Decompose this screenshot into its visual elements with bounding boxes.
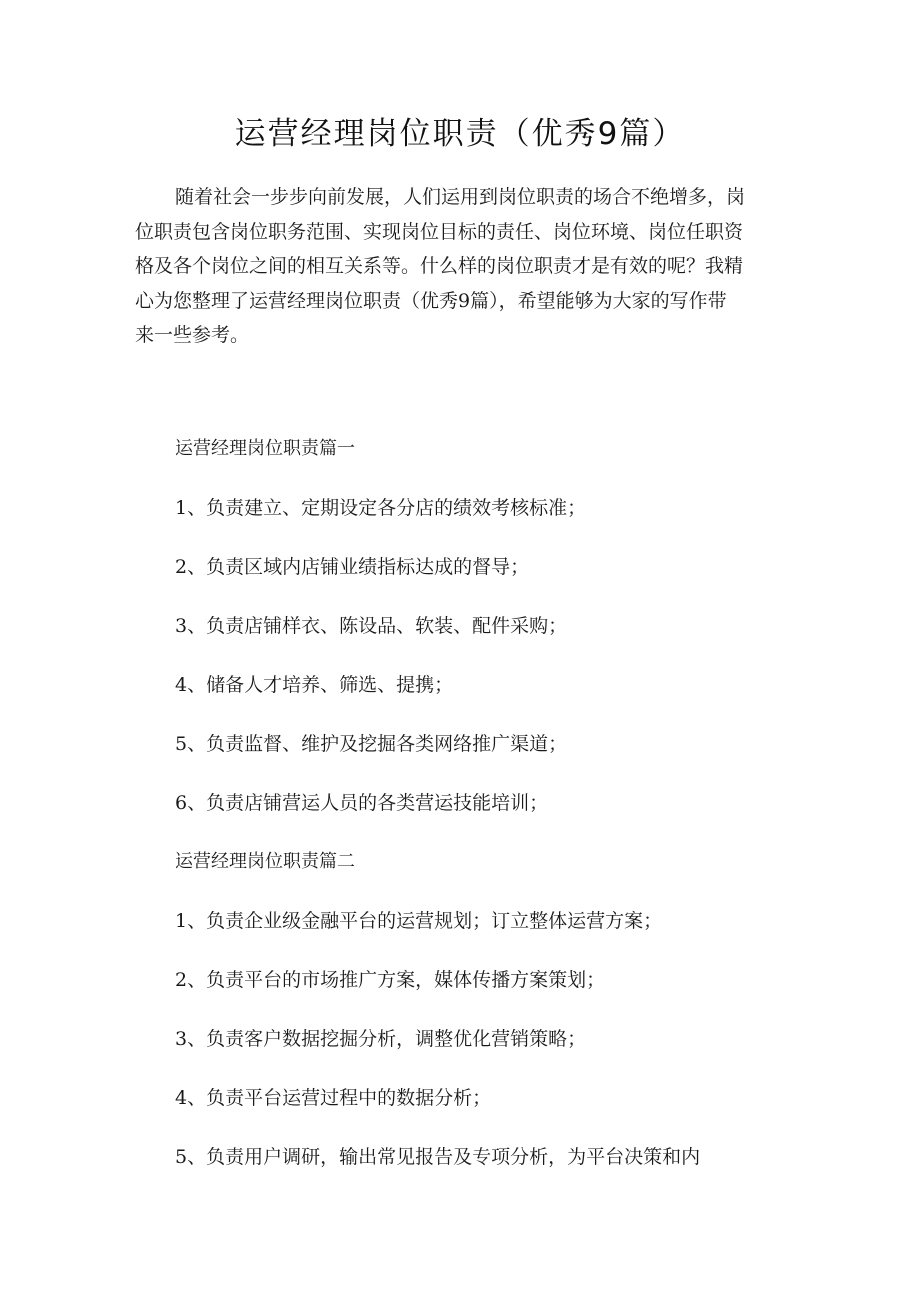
list-item: 5、负责用户调研，输出常见报告及专项分析，为平台决策和内 — [175, 1146, 701, 1168]
list-item: 6、负责店铺营运人员的各类营运技能培训； — [175, 792, 549, 814]
intro-line: 随着社会一步步向前发展，人们运用到岗位职责的场合不绝增多，岗 — [175, 186, 746, 208]
list-item: 4、负责平台运营过程中的数据分析； — [175, 1087, 492, 1109]
intro-line: 来一些参考。 — [135, 324, 250, 346]
list-item: 2、负责平台的市场推广方案，媒体传播方案策划； — [175, 969, 606, 991]
list-item: 1、负责建立、定期设定各分店的绩效考核标准； — [175, 497, 587, 519]
intro-line: 位职责包含岗位职务范围、实现岗位目标的责任、岗位环境、岗位任职资 — [135, 220, 744, 243]
section-heading: 运营经理岗位职责篇二 — [175, 851, 355, 872]
list-item: 5、负责监督、维护及挖掘各类网络推广渠道； — [175, 733, 568, 755]
list-item: 3、负责店铺样衣、陈设品、软装、配件采购； — [175, 615, 568, 637]
document-title: 运营经理岗位职责（优秀9篇） — [234, 116, 686, 152]
intro-paragraph — [135, 180, 775, 353]
list-item: 1、负责企业级金融平台的运营规划；订立整体运营方案； — [175, 910, 663, 932]
list-item: 2、负责区域内店铺业绩指标达成的督导； — [175, 556, 530, 578]
intro-line: 心为您整理了运营经理岗位职责（优秀9篇），希望能够为大家的写作带 — [135, 289, 727, 312]
section-heading: 运营经理岗位职责篇一 — [175, 438, 355, 459]
intro-line: 格及各个岗位之间的相互关系等。什么样的岗位职责才是有效的呢？我精 — [135, 255, 744, 277]
list-item: 4、储备人才培养、筛选、提携； — [175, 674, 454, 696]
list-item: 3、负责客户数据挖掘分析，调整优化营销策略； — [175, 1028, 587, 1050]
